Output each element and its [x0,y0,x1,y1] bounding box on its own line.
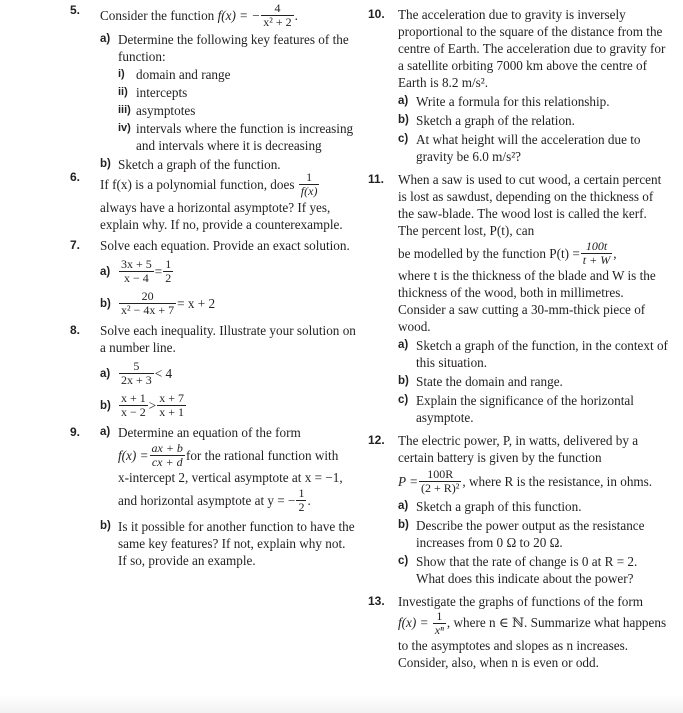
denominator: x² + 2 [263,15,292,29]
question-stem: Solve each equation. Provide an exact solution. [100,238,350,253]
question-10 [368,6,668,165]
part-text: Determine an equation of the form [118,425,301,440]
numerator: 100t [581,240,612,254]
denominator: x − 4 [124,270,149,285]
numerator: 5 [119,360,154,374]
part-text: Is it possible for another function to have the same key features? If not, explain why not. If so, provide an example. [118,519,355,568]
inequality-rhs: < 4 [154,365,173,381]
part-a [100,256,356,286]
denominator: x + 1 [159,404,184,419]
part-text: Explain the significance of the horizontal asymptote. [416,393,634,425]
question-number: 9. [70,425,81,439]
part-text-line3: x-intercept 2, vertical asymptote at x = −1, [118,470,343,485]
question-number: 8. [70,323,81,337]
part-a [100,31,356,154]
question-number: 5. [70,3,81,17]
part-b [100,288,356,318]
part-c [398,553,668,587]
question-stem: Consider the function [100,8,215,23]
period: . [294,8,298,23]
numerator: x + 7 [159,390,184,405]
equals-sign: = [154,263,163,279]
sub-item-iii [118,102,356,119]
question-number: 11. [368,172,385,186]
denominator: cx + d [151,454,183,469]
fraction-left [119,258,154,285]
part-b [100,518,356,569]
part-label: b) [100,298,111,310]
numerator: 4 [261,2,293,16]
question-text: The acceleration due to gravity is inversely proportional to the square of the distance from the centre of Earth. The acceleration due to gravity for a satellite orbiting 7000 km above the centre of Earth is 8.2 m/s². [398,7,666,90]
question-number: 12. [368,433,385,447]
part-label: a) [100,368,111,380]
question-number: 13. [368,594,385,608]
denominator: x² − 4x + 7 [121,302,175,317]
question-8 [70,322,356,420]
fraction [119,290,176,317]
question-9 [70,424,356,569]
fraction-left [119,392,148,419]
part-a [398,337,668,371]
sub-item-ii [118,84,356,101]
fraction [433,610,446,637]
left-column [70,1,356,571]
numerator: 1 [298,485,305,500]
question-text-cont: where t is the thickness of the blade and W is the thickness of the wood, both in millimetres. Consider a saw cutting a 30-mm-thick piece of wood. [398,268,656,334]
question-13 [368,593,668,671]
inequality-sign: > [148,397,157,413]
part-label: a) [398,339,409,351]
numerator: 3x + 5 [121,256,152,271]
fraction [119,360,154,387]
part-b [100,390,356,420]
numerator: x + 1 [121,390,146,405]
fraction [150,442,185,469]
question-5 [70,2,356,173]
sub-text: intercepts [136,85,188,100]
part-text: State the domain and range. [416,374,563,389]
part-b [398,517,668,551]
fraction-right [163,258,173,285]
part-label: a) [398,95,409,107]
part-b [398,373,668,390]
sub-item-i [118,66,356,83]
part-a [398,93,668,110]
question-number: 6. [70,170,81,184]
part-text: Write a formula for this relationship. [416,94,610,109]
part-label: c) [398,394,409,406]
numerator: 1 [299,171,320,185]
denominator: (2 + R)² [421,480,460,495]
part-label: a) [100,426,111,438]
denominator: xⁿ [434,623,444,637]
part-label: a) [398,500,409,512]
denominator: x − 2 [121,404,146,419]
question-text: When a saw is used to cut wood, a certain percent is lost as sawdust, depending on the thickness of the saw-blade. The wood lost is called the kerf. The percent lost, P(t), can [398,172,662,238]
numerator: 20 [119,290,176,304]
sub-label: i) [118,68,125,80]
fraction [419,468,461,495]
power-lhs: P = [398,473,419,489]
part-text: Determine the following key features of the function: [118,32,349,64]
right-column [368,6,668,673]
denominator: t + W [582,252,611,267]
question-11 [368,171,668,426]
fraction-right [157,392,186,419]
part-label: a) [100,266,111,278]
question-text: The electric power, P, in watts, delivered by a certain battery is given by the function [398,433,639,465]
period: . [307,492,311,508]
part-c [398,131,668,165]
question-number: 7. [70,238,81,252]
part-text: Sketch a graph of the function. [118,157,281,172]
part-label: c) [398,555,409,567]
question-7 [70,237,356,318]
question-text: If f(x) is a polynomial function, does [100,176,295,192]
part-label: b) [100,158,111,170]
sub-text: asymptotes [136,103,196,118]
part-text: Sketch a graph of the relation. [416,113,575,128]
numerator: 1 [433,610,446,624]
fraction [261,2,293,29]
part-label: c) [398,133,409,145]
function-lhs: f(x) = [398,614,429,630]
question-text-model: be modelled by the function P(t) = [398,245,580,261]
part-label: b) [398,114,409,126]
sub-text: domain and range [136,67,231,82]
part-a [100,358,356,388]
part-text-line4: and horizontal asymptote at y = − [118,492,296,508]
equation-rhs: = x + 2 [177,295,216,311]
numerator: 100R [419,468,461,482]
part-c [398,392,668,426]
function-lhs: f(x) = − [217,8,261,23]
sub-text: intervals where the function is increasing and intervals where it is decreasing [136,121,354,153]
question-text-cont: always have a horizontal asymptote? If yes, explain why. If no, provide a counterexample. [100,200,343,232]
part-text: Sketch a graph of this function. [416,499,582,514]
question-text: Investigate the graphs of functions of the form [398,594,643,609]
part-text: Show that the rate of change is 0 at R = 2. What does this indicate about the power? [416,554,638,586]
question-6 [70,169,356,233]
question-12 [368,432,668,587]
function-lhs: f(x) = [118,447,149,463]
part-label: b) [398,519,409,531]
comma: , [613,245,617,261]
denominator: 2 [298,499,305,514]
denominator: 2x + 3 [121,372,152,387]
numerator: ax + b [151,440,183,455]
part-text: Describe the power output as the resistance increases from 0 Ω to 20 Ω. [416,518,645,550]
part-a [398,498,668,515]
sub-label: ii) [118,86,128,98]
numerator: 1 [165,256,172,271]
part-text: Sketch a graph of the function, in the context of this situation. [416,338,668,370]
question-stem: Solve each inequality. Illustrate your solution on a number line. [100,323,356,355]
part-label: a) [100,33,111,45]
part-label: b) [100,520,111,532]
fraction [581,240,612,267]
denominator: 2 [165,270,172,285]
sub-item-iv [118,120,356,154]
question-text-cont: , where n ∈ ℕ. Summarize what happens to the asymptotes and slopes as n increases. Consider, also, when n is even or odd. [398,614,667,670]
part-text-cont: for the rational function with [185,447,339,463]
fraction [299,171,320,198]
sub-label: iii) [118,104,131,116]
sub-label: iv) [118,122,131,134]
part-b [398,112,668,129]
question-number: 10. [368,7,385,21]
page-bottom-shadow [0,695,683,713]
question-text-cont: , where R is the resistance, in ohms. [462,473,653,489]
part-label: b) [100,400,111,412]
part-a [100,424,356,514]
part-label: b) [398,375,409,387]
fraction [296,487,306,514]
part-text: At what height will the acceleration due to gravity be 6.0 m/s²? [416,132,641,164]
denominator: f(x) [300,183,318,198]
